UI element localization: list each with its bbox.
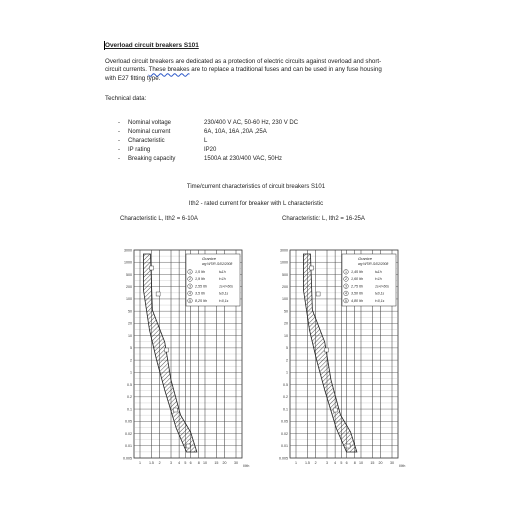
legend-title: Granice [202, 256, 217, 261]
x-tick-label: 2 [314, 461, 317, 465]
spelling-flagged-word[interactable]: These breakes [148, 66, 190, 74]
spec-label: IP rating [128, 147, 151, 153]
spec-value: L [204, 138, 208, 144]
x-axis-unit: I/Ith [399, 464, 406, 468]
legend-multiplier: 4,80 Ith [351, 298, 363, 303]
spec-label: Nominal current [128, 129, 171, 135]
y-tick-label: 5 [130, 346, 132, 351]
spec-dash: - [118, 156, 120, 162]
y-tick-label: 500 [126, 272, 132, 277]
legend-time: t<1h [375, 277, 382, 282]
y-tick-label: 1000 [124, 260, 132, 265]
y-tick-label: 0.2 [127, 395, 132, 400]
left-chart-caption: Characteristic L, Ith2 = 6-10A [120, 216, 198, 222]
spec-value: 1500A at 230/400 VAC, 50Hz [204, 156, 282, 162]
spec-label: Characteristic [128, 138, 165, 144]
y-tick-label: 1 [130, 370, 132, 375]
x-tick-label: 1.5 [148, 461, 154, 465]
legend-time: t≤1h [219, 270, 226, 274]
x-tick-label: 6 [189, 461, 192, 465]
page-title: Overload circuit breakers S101 [105, 42, 199, 49]
y-tick-label: 50 [284, 309, 288, 314]
y-tick-label: 1 [286, 370, 288, 375]
legend-multiplier: 2,55 Ith [195, 284, 207, 289]
legend-time: t<0,1s [219, 298, 229, 303]
curve-reference-marker [309, 266, 313, 270]
curve-reference-marker [186, 444, 190, 448]
legend-multiplier: 2,75 Ith [351, 284, 363, 289]
curve-reference-marker [333, 408, 337, 412]
x-tick-label: 5 [184, 461, 187, 465]
legend-number: 1 [189, 270, 191, 274]
y-tick-label: 50 [128, 309, 132, 314]
spec-dash: - [118, 138, 120, 144]
x-tick-label: 30 [234, 461, 238, 465]
y-tick-label: 5 [286, 346, 288, 351]
y-tick-label: 2 [286, 358, 288, 363]
curve-reference-marker [156, 292, 160, 296]
spec-label: Breaking capacity [128, 156, 176, 162]
curve-reference-marker [346, 444, 350, 448]
right-chart-caption: Characteristic: L, Ith2 = 16-25A [282, 216, 365, 222]
legend-multiplier: 3,50 Ith [351, 291, 363, 296]
x-tick-label: 6 [345, 461, 348, 465]
spec-value: 6A, 10A, 16A ,20A ,25A [204, 129, 267, 135]
legend-number: 5 [345, 298, 347, 303]
intro-paragraph [105, 58, 415, 83]
x-tick-label: 3 [170, 461, 173, 465]
legend-multiplier: 3,5 Ith [195, 291, 205, 296]
legend-time: t≤1h [375, 270, 382, 274]
spec-dash: - [118, 147, 120, 153]
y-tick-label: 0.01 [281, 444, 288, 449]
curve-reference-marker [164, 348, 168, 352]
x-tick-label: 10 [202, 461, 207, 465]
legend-time: 1s<t<60s [375, 284, 389, 289]
y-tick-label: 200 [126, 285, 132, 290]
legend-time: t≤0,1s [219, 291, 229, 296]
x-tick-label: 15 [370, 461, 375, 465]
legend-multiplier: 1,45 Ith [351, 270, 363, 274]
legend-subtitle: wg WTiR-S/02/2008 [358, 262, 389, 266]
curve-reference-marker [324, 348, 328, 352]
legend-time: t<0,1s [375, 298, 385, 303]
curve-reference-marker [316, 292, 320, 296]
legend-time: 1s<t<60s [219, 284, 233, 289]
right-characteristic-chart [260, 236, 410, 476]
y-tick-label: 20 [284, 321, 288, 326]
y-tick-label: 100 [126, 297, 132, 302]
legend-multiplier: 1,9 Ith [195, 277, 205, 282]
x-axis-unit: I/Ith [243, 464, 250, 468]
x-tick-label: 20 [378, 461, 383, 465]
spec-label: Nominal voltage [128, 120, 172, 126]
x-tick-label: 30 [390, 461, 394, 465]
y-tick-label: 0.2 [283, 395, 288, 400]
x-tick-label: 4 [178, 461, 181, 465]
curve-reference-marker [149, 266, 153, 270]
y-tick-label: 3000 [280, 248, 288, 253]
legend-number: 4 [189, 291, 191, 296]
legend-subtitle: wg WTiR-S/02/2008 [202, 262, 233, 266]
y-tick-label: 10 [284, 333, 288, 338]
curve-reference-marker [173, 408, 177, 412]
x-tick-label: 15 [214, 461, 219, 465]
y-tick-label: 2 [130, 358, 132, 363]
intro-line-1: Overload circuit breakers are dedicated as a protection of electric circuits against overload and short- [105, 58, 382, 65]
y-tick-label: 0.05 [125, 419, 132, 424]
legend-time: t<1h [219, 277, 226, 282]
intro-line-2c: are to replace a traditional fuses and can be used in any fuse housing [189, 66, 382, 74]
ith-caption: Ith2 - rated current for breaker with L characteristic [188, 201, 324, 207]
spec-value: IP20 [204, 147, 217, 153]
legend-number: 2 [345, 277, 347, 282]
time-current-caption: Time/current characteristics of circuit breakers S101 [186, 184, 326, 190]
x-tick-label: 5 [340, 461, 343, 465]
x-tick-label: 4 [334, 461, 337, 465]
y-tick-label: 0.02 [125, 431, 132, 436]
x-tick-label: 3 [326, 461, 329, 465]
y-tick-label: 0.05 [281, 419, 288, 424]
y-tick-label: 500 [282, 272, 288, 277]
x-tick-label: 2 [158, 461, 161, 465]
x-tick-label: 8 [197, 461, 200, 465]
y-tick-label: 0.1 [127, 407, 132, 412]
y-tick-label: 0.5 [127, 382, 132, 387]
y-tick-label: 0.005 [279, 456, 288, 461]
legend-number: 2 [189, 277, 191, 282]
legend-number: 3 [345, 284, 347, 289]
y-tick-label: 1000 [280, 260, 288, 265]
legend-multiplier: 1,5 Ith [195, 270, 205, 274]
y-tick-label: 0.01 [125, 444, 132, 449]
legend-multiplier: 1,60 Ith [351, 277, 363, 282]
intro-line-3: with E27 fitting type. [105, 74, 161, 82]
spec-value: 230/400 V AC, 50-60 Hz, 230 V DC [204, 120, 299, 126]
spec-dash: - [118, 129, 120, 135]
left-characteristic-chart [104, 236, 254, 476]
x-tick-label: 1 [139, 461, 141, 465]
x-tick-label: 10 [358, 461, 363, 465]
legend-title: Granice [358, 256, 373, 261]
x-tick-label: 8 [353, 461, 356, 465]
technical-data-heading: Technical data: [105, 95, 147, 102]
intro-line-2a: circuit currents. [105, 66, 149, 74]
x-tick-label: 1 [295, 461, 297, 465]
y-tick-label: 20 [128, 321, 132, 326]
legend-number: 5 [189, 298, 191, 303]
spec-dash: - [118, 120, 120, 126]
y-tick-label: 3000 [124, 248, 132, 253]
legend-number: 3 [189, 284, 191, 289]
legend-time: t≤0,1s [375, 291, 385, 296]
y-tick-label: 0.1 [283, 407, 288, 412]
x-tick-label: 20 [222, 461, 227, 465]
legend-number: 1 [345, 270, 347, 274]
legend-multiplier: 8,25 Ith [195, 298, 207, 303]
y-tick-label: 200 [282, 285, 288, 290]
y-tick-label: 0.02 [281, 431, 288, 436]
y-tick-label: 0.005 [123, 456, 132, 461]
y-tick-label: 10 [128, 333, 132, 338]
legend-number: 4 [345, 291, 347, 296]
y-tick-label: 100 [282, 297, 288, 302]
x-tick-label: 1.5 [304, 461, 310, 465]
y-tick-label: 0.5 [283, 382, 288, 387]
